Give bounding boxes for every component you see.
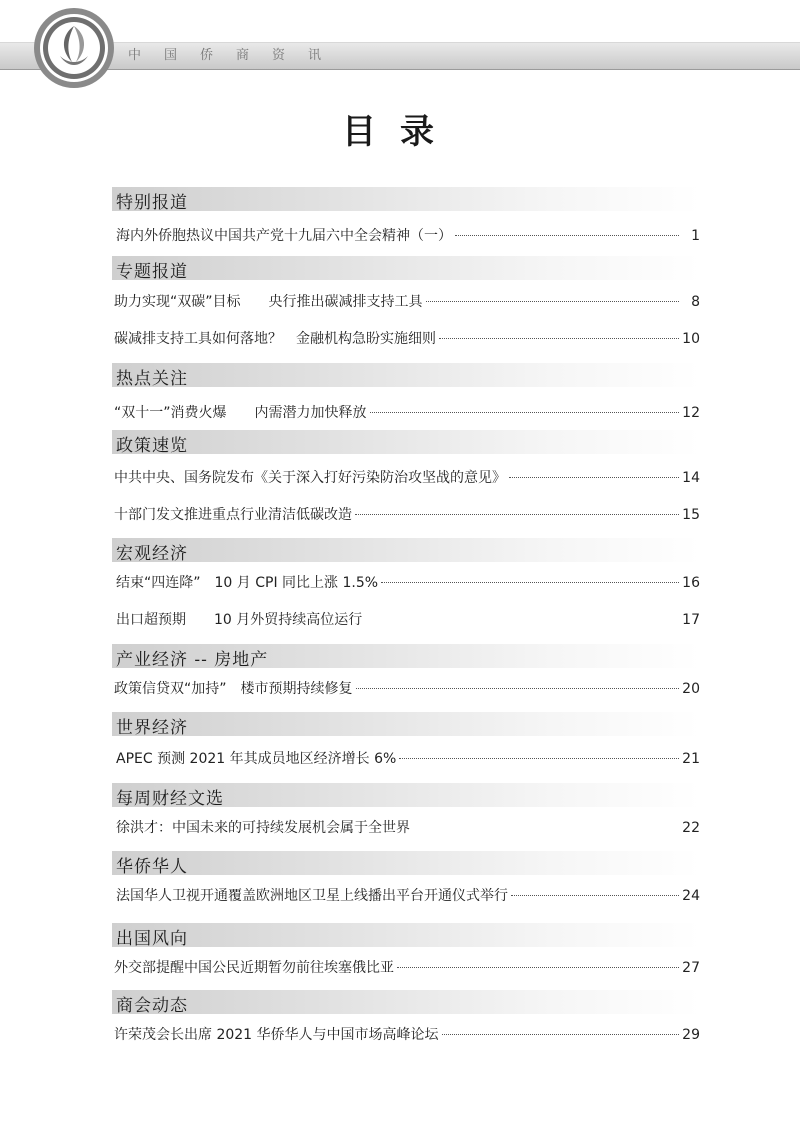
toc-entry[interactable]	[116, 885, 700, 907]
toc-entry[interactable]	[114, 402, 700, 424]
toc-entry[interactable]	[114, 328, 700, 350]
entry-title: APEC 预测 2021 年其成员地区经济增长 6%	[116, 751, 397, 767]
dot-leader	[442, 1034, 679, 1035]
page-number: 16	[682, 575, 700, 591]
dot-leader	[399, 758, 679, 759]
page-number: 20	[682, 681, 700, 697]
section-header	[112, 256, 700, 280]
dot-leader	[509, 477, 679, 478]
toc-entry[interactable]	[114, 678, 700, 700]
entry-title: 出口超预期 10 月外贸持续高位运行	[116, 612, 363, 628]
page-number: 17	[682, 612, 700, 628]
dot-leader	[370, 412, 679, 413]
toc-entry[interactable]	[116, 748, 700, 770]
section-label: 商会动态	[116, 996, 188, 1016]
section-label: 华侨华人	[116, 857, 188, 877]
entry-title: 中共中央、国务院发布《关于深入打好污染防治攻坚战的意见》	[114, 470, 506, 486]
toc-entry[interactable]	[114, 467, 700, 489]
toc-title: 目录	[342, 112, 458, 152]
page-number: 21	[682, 751, 700, 767]
entry-title: 许荣茂会长出席 2021 华侨华人与中国市场高峰论坛	[114, 1027, 439, 1043]
page-number: 14	[682, 470, 700, 486]
toc-entry[interactable]	[114, 1024, 700, 1046]
page-number: 12	[682, 405, 700, 421]
page-number: 15	[682, 507, 700, 523]
entry-title: 海内外侨胞热议中国共产党十九届六中全会精神（一）	[116, 228, 452, 244]
section-header	[112, 363, 700, 387]
section-label: 世界经济	[116, 718, 188, 738]
entry-title: 法国华人卫视开通覆盖欧洲地区卫星上线播出平台开通仪式举行	[116, 888, 508, 904]
association-logo-icon	[32, 6, 116, 90]
dot-leader	[455, 235, 679, 236]
toc-entry[interactable]	[116, 609, 700, 631]
page-number: 29	[682, 1027, 700, 1043]
toc-entry[interactable]	[116, 817, 700, 839]
section-header	[112, 187, 700, 211]
section-header	[112, 990, 700, 1014]
toc-entry[interactable]	[116, 225, 700, 247]
section-header	[112, 783, 700, 807]
page-number: 10	[682, 331, 700, 347]
dot-leader	[355, 514, 679, 515]
section-label: 政策速览	[116, 436, 188, 456]
section-label: 产业经济 -- 房地产	[116, 650, 269, 670]
toc-entry[interactable]	[114, 504, 700, 526]
dot-leader	[356, 688, 679, 689]
dot-leader	[426, 301, 679, 302]
section-label: 特别报道	[116, 193, 188, 213]
entry-title: 碳减排支持工具如何落地？ 金融机构急盼实施细则	[114, 331, 436, 347]
dot-leader	[511, 895, 679, 896]
section-header	[112, 430, 700, 454]
entry-title: 外交部提醒中国公民近期暂勿前往埃塞俄比亚	[114, 960, 394, 976]
dot-leader	[439, 338, 679, 339]
page-number: 27	[682, 960, 700, 976]
section-header	[112, 851, 700, 875]
entry-title: 政策信贷双“加持” 楼市预期持续修复	[114, 681, 353, 697]
page-number: 1	[691, 228, 700, 244]
entry-title: 助力实现“双碳”目标 央行推出碳减排支持工具	[114, 294, 423, 310]
section-header	[112, 923, 700, 947]
entry-title: “双十一”消费火爆 内需潜力加快释放	[114, 405, 367, 421]
entry-title: 十部门发文推进重点行业清洁低碳改造	[114, 507, 352, 523]
publication-title: 中国侨商资讯	[128, 48, 345, 63]
section-header	[112, 712, 700, 736]
toc-entry[interactable]	[114, 957, 700, 979]
dot-leader	[365, 619, 679, 620]
entry-title: 结束“四连降” 10 月 CPI 同比上涨 1.5%	[116, 575, 379, 591]
section-label: 出国风向	[116, 929, 188, 949]
toc-entry[interactable]	[114, 291, 700, 313]
page-number: 8	[691, 294, 700, 310]
entry-title: 徐洪才：中国未来的可持续发展机会属于全世界	[116, 820, 410, 836]
toc-entry[interactable]	[116, 572, 700, 594]
page-number: 22	[682, 820, 700, 836]
dot-leader	[381, 582, 679, 583]
section-label: 每周财经文选	[116, 789, 224, 809]
section-header	[112, 538, 700, 562]
section-label: 宏观经济	[116, 544, 188, 564]
section-label: 热点关注	[116, 369, 188, 389]
dot-leader	[397, 967, 679, 968]
dot-leader	[413, 827, 679, 828]
section-header	[112, 644, 700, 668]
section-label: 专题报道	[116, 262, 188, 282]
header-band	[0, 42, 800, 70]
page-number: 24	[682, 888, 700, 904]
